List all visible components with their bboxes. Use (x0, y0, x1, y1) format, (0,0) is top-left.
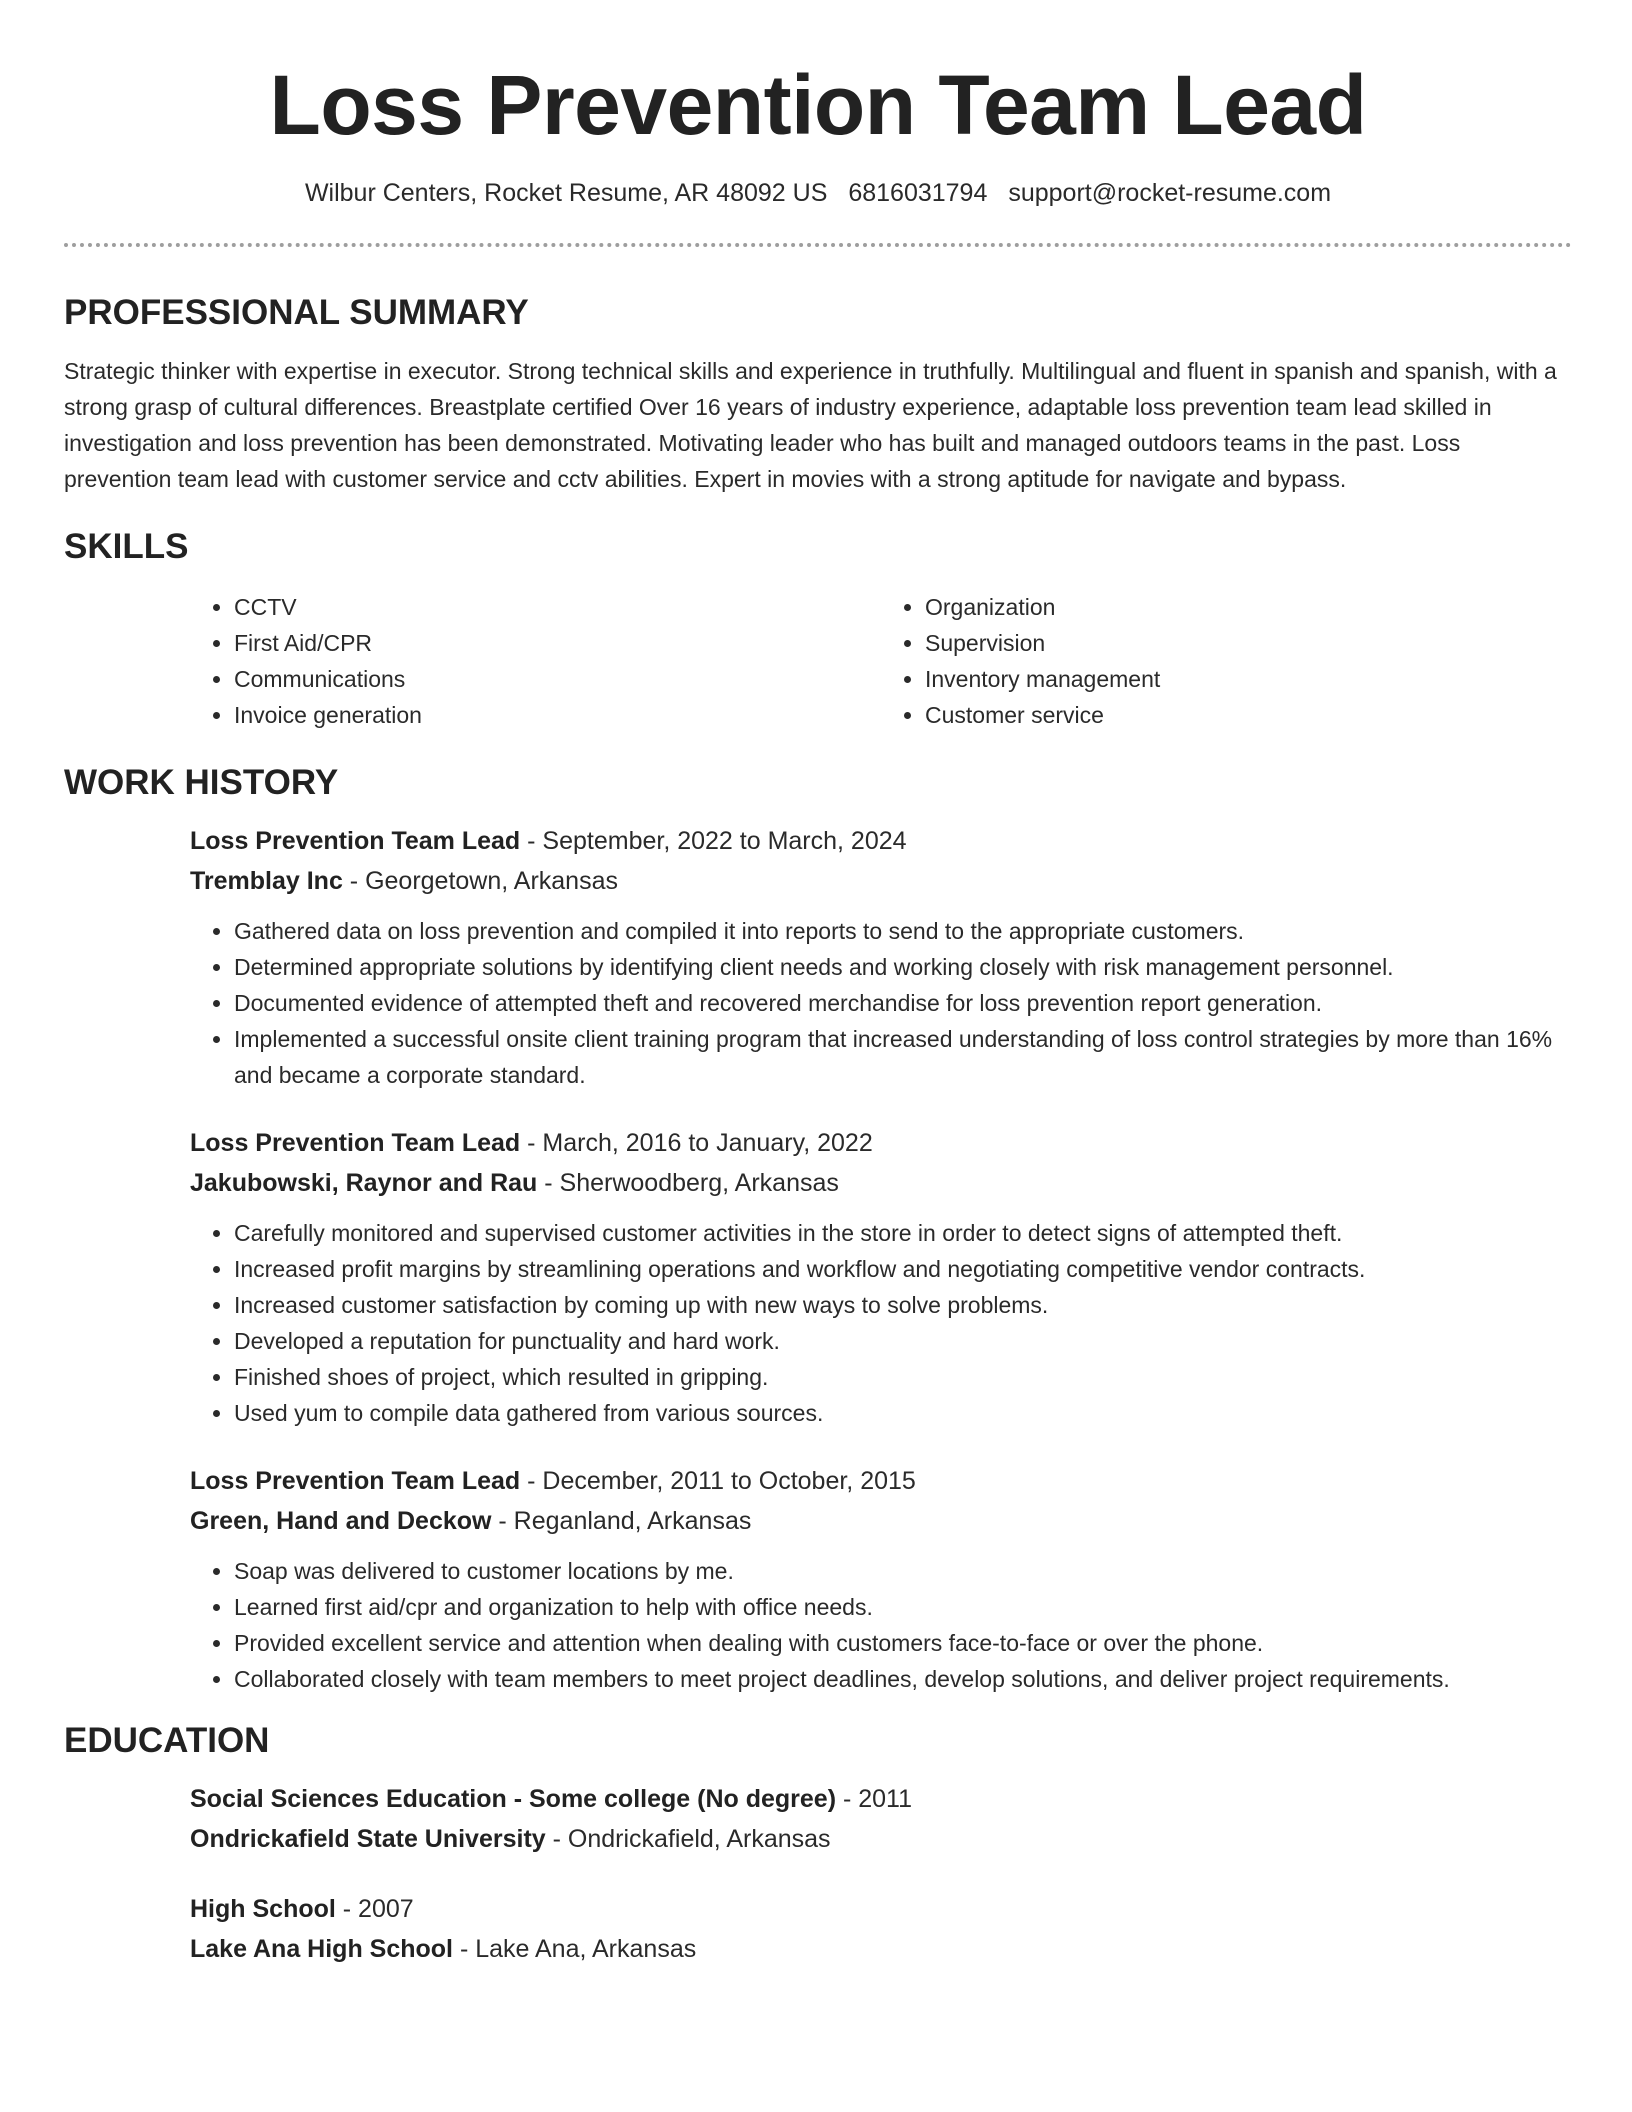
skill-item: • Organization (925, 589, 1572, 625)
education-entry (190, 1889, 1572, 1969)
job-bullets (190, 913, 1572, 1093)
job-dates: - September, 2022 to March, 2024 (520, 827, 907, 855)
resume-page (64, 0, 1572, 1969)
job-company-line (190, 861, 1572, 901)
skill-item: • Inventory management (925, 661, 1572, 697)
job-location: - Georgetown, Arkansas (342, 867, 618, 895)
job-bullet: • Collaborated closely with team members to meet project deadlines, develop solutions, and deliver project requirements. (234, 1661, 1572, 1697)
job-bullet: • Learned first aid/cpr and organization to help with office needs. (234, 1589, 1572, 1625)
job-company: Green, Hand and Deckow (190, 1507, 492, 1535)
contact-address: Wilbur Centers, Rocket Resume, AR 48092 US (304, 179, 828, 207)
job-bullet: • Finished shoes of project, which resulted in gripping. (234, 1359, 1572, 1395)
skill-item: • CCTV (234, 589, 881, 625)
job-bullet: • Used yum to compile data gathered from various sources. (234, 1395, 1572, 1431)
section-heading-summary: PROFESSIONAL SUMMARY (64, 293, 529, 332)
summary-text: Strategic thinker with expertise in executor. Strong technical skills and experience in truthfully. Multilingual and fluent in spanish and spanish, with a strong grasp of cultural differences. Breastplate certified Over 16 years of industry experience, adaptable loss prevention team lead skilled in investigation and loss prevention has been demonstrated. Motivating leader who has built and managed outdoors teams in the past. Loss prevention team lead with customer service and cctv abilities. Expert in movies with a strong aptitude for navigate and bypass. (64, 358, 1557, 492)
job-bullet: • Developed a reputation for punctuality and hard work. (234, 1323, 1572, 1359)
section-heading-work: WORK HISTORY (64, 763, 339, 802)
education-school: Lake Ana High School (190, 1935, 454, 1963)
education-school-line (190, 1929, 1572, 1969)
job-entry (190, 1123, 1572, 1431)
job-location: - Reganland, Arkansas (491, 1507, 752, 1535)
job-bullet: • Increased customer satisfaction by coming up with new ways to solve problems. (234, 1287, 1572, 1323)
skills-section (64, 525, 1572, 733)
header-divider (64, 243, 1572, 247)
contact-email[interactable]: support@rocket-resume.com (1008, 179, 1332, 207)
job-bullet: • Documented evidence of attempted theft and recovered merchandise for loss prevention report generation. (234, 985, 1572, 1021)
contact-phone: 6816031794 (848, 179, 988, 207)
section-heading-education: EDUCATION (64, 1721, 270, 1760)
skill-item: • Communications (234, 661, 881, 697)
job-dates: - December, 2011 to October, 2015 (520, 1467, 916, 1495)
skills-grid (190, 589, 1572, 733)
job-title-line (190, 821, 1572, 861)
job-bullets (190, 1553, 1572, 1697)
job-entry (190, 821, 1572, 1093)
education-entry (190, 1779, 1572, 1859)
education-location: - Ondrickafield, Arkansas (545, 1825, 831, 1853)
skill-item: • Customer service (925, 697, 1572, 733)
job-bullet: • Gathered data on loss prevention and compiled it into reports to send to the appropriate customers. (234, 913, 1572, 949)
job-title: Loss Prevention Team Lead (190, 1467, 521, 1495)
education-school-line (190, 1819, 1572, 1859)
job-bullets (190, 1215, 1572, 1431)
skills-column-left (190, 589, 881, 733)
job-location: - Sherwoodberg, Arkansas (537, 1169, 839, 1197)
job-bullet: • Carefully monitored and supervised customer activities in the store in order to detect signs of attempted theft. (234, 1215, 1572, 1251)
job-bullet: • Soap was delivered to customer locations by me. (234, 1553, 1572, 1589)
education-degree: Social Sciences Education - Some college (No degree) (190, 1785, 837, 1813)
education-degree: High School (190, 1895, 336, 1923)
job-company: Jakubowski, Raynor and Rau (190, 1169, 538, 1197)
job-bullet: • Provided excellent service and attention when dealing with customers face-to-face or over the phone. (234, 1625, 1572, 1661)
skill-item: • First Aid/CPR (234, 625, 881, 661)
job-title-line (190, 1123, 1572, 1163)
education-year: - 2011 (836, 1785, 913, 1813)
job-company-line (190, 1163, 1572, 1203)
job-dates: - March, 2016 to January, 2022 (520, 1129, 873, 1157)
job-company: Tremblay Inc (190, 867, 343, 895)
education-location: - Lake Ana, Arkansas (453, 1935, 697, 1963)
section-heading-skills: SKILLS (64, 527, 189, 566)
education-year: - 2007 (335, 1895, 414, 1923)
job-bullet: • Determined appropriate solutions by identifying client needs and working closely with risk management personnel. (234, 949, 1572, 985)
resume-title: Loss Prevention Team Lead (269, 58, 1367, 152)
job-bullet: • Implemented a successful onsite client training program that increased understanding of loss control strategies by more than 16% and became a corporate standard. (234, 1021, 1572, 1093)
job-title: Loss Prevention Team Lead (190, 1129, 521, 1157)
education-degree-line (190, 1889, 1572, 1929)
job-entry (190, 1461, 1572, 1697)
education-school: Ondrickafield State University (190, 1825, 546, 1853)
job-title: Loss Prevention Team Lead (190, 827, 521, 855)
job-company-line (190, 1501, 1572, 1541)
skills-column-right (881, 589, 1572, 733)
education-degree-line (190, 1779, 1572, 1819)
job-bullet: • Increased profit margins by streamlining operations and workflow and negotiating competitive vendor contracts. (234, 1251, 1572, 1287)
summary-section (64, 291, 1572, 497)
education-section (64, 1719, 1572, 1969)
skill-item: • Supervision (925, 625, 1572, 661)
work-history-section (64, 761, 1572, 1697)
contact-line (64, 175, 1572, 211)
job-title-line (190, 1461, 1572, 1501)
skill-item: • Invoice generation (234, 697, 881, 733)
